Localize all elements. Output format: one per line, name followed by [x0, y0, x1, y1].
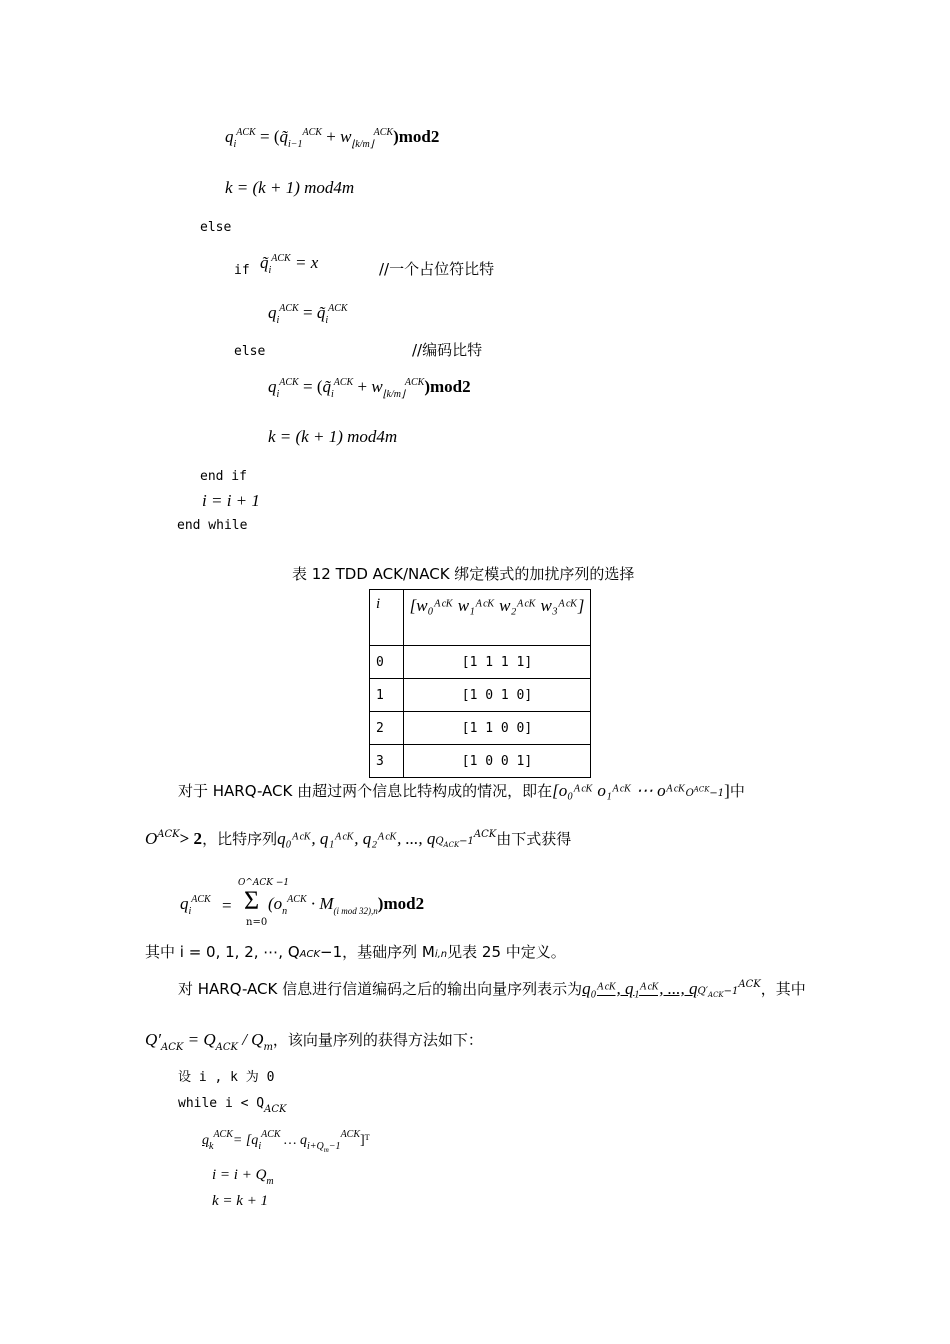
- algo-end-if: end if: [200, 469, 247, 484]
- row-value: [1 0 0 1]: [404, 745, 591, 778]
- formula-vector-assign: $q_k^{ACK}= [q_i^{ACK}$ … $q_{i+Q_m-1}^{ACK}]ᵀ$: [202, 1129, 370, 1154]
- algo-else-2: else: [234, 344, 266, 359]
- row-value: [1 1 0 0]: [404, 712, 591, 745]
- algo-else-1: else: [200, 220, 232, 235]
- algo-init: 设 i , k 为 0: [178, 1070, 275, 1085]
- table-row: [370, 712, 591, 745]
- algo-if: if: [234, 263, 250, 278]
- sum-lower-limit: n=0: [246, 917, 268, 928]
- table-caption: 表 12 TDD ACK/NACK 绑定模式的加扰序列的选择: [292, 565, 635, 583]
- paragraph-harq-ack: 对于 HARQ-ACK 由超过两个信息比特构成的情况，即在[o₀ᴬᶜᴷ o₁ᴬᶜᴷ ⋯ oᴬᶜᴷO$^{ACK}$−1]中: [178, 781, 745, 800]
- paragraph-output-vector: 对 HARQ-ACK 信息进行信道编码之后的输出向量序列表示为q₀ᴬᶜᴷ, q₁ᴬᶜᴷ, ..., $qQ'_{ACK}-1^{ACK}$，其中: [178, 979, 806, 999]
- sum-upper-limit: O^ACK −1: [238, 878, 290, 888]
- formula-k-step: k = k + 1: [212, 1193, 269, 1209]
- formula-i-step: $i = i + Q_m$: [212, 1167, 274, 1187]
- scrambling-sequence-table: [369, 589, 591, 778]
- comment-coded-bit: //编码比特: [412, 341, 483, 359]
- row-value: [1 0 1 0]: [404, 679, 591, 712]
- sigma-icon: Σ: [244, 886, 260, 915]
- row-value: [1 1 1 1]: [404, 646, 591, 679]
- formula-if-cond: $q̃_i^{ACK} = x$: [260, 253, 319, 276]
- formula-q-update-2: $q_i^{ACK}$ = $(q̃_i^{ACK} + w_{⌊k/m⌋}^{ACK})mod2$: [268, 377, 471, 400]
- table-header-row: [370, 590, 591, 646]
- paragraph-harq-ack-cont: $O^{ACK}> 2$，比特序列q₀ᴬᶜᴷ, q₁ᴬᶜᴷ, q₂ᴬᶜᴷ, ..., $qQ_{ACK}-1^{ACK}$由下式获得: [145, 829, 572, 849]
- algo-while: while $i < Q_{ACK}$: [178, 1096, 287, 1115]
- comment-placeholder-bit: //一个占位符比特: [379, 260, 495, 278]
- row-index: 3: [370, 745, 404, 778]
- row-index: 0: [370, 646, 404, 679]
- formula-q-assign: $q_i^{ACK}$ = $q̃_i^{ACK}$: [268, 303, 348, 326]
- formula-k-update-2: k = (k + 1) mod4m: [268, 427, 398, 446]
- formula-i-increment: i = i + 1: [202, 491, 260, 510]
- paragraph-q-prime: $Q'_{ACK} = Q_{ACK} / Q_m$，该向量序列的获得方法如下：: [145, 1030, 483, 1053]
- row-index: 1: [370, 679, 404, 712]
- formula-k-update-1: k = (k + 1) mod4m: [225, 178, 355, 197]
- header-w: [w₀ᴬᶜᴷ w₁ᴬᶜᴷ w₂ᴬᶜᴷ w₃ᴬᶜᴷ]: [404, 590, 591, 646]
- formula-sum-lhs: $q_i^{ACK}$: [180, 894, 211, 917]
- table-row: [370, 745, 591, 778]
- formula-sum-eq: =: [222, 896, 232, 915]
- formula-q-update-1: $q_i^{ACK}$ = $(q̃_{i-1}^{ACK} + w_{⌊k/m⌋}^{ACK})mod2$: [225, 127, 440, 150]
- paragraph-index-range: 其中 i = 0, 1, 2, ⋯, QACK−1，基础序列 Mi,n见表 25 中定义。: [145, 943, 566, 961]
- algo-end-while: end while: [177, 518, 248, 533]
- header-i: i: [370, 590, 404, 646]
- table-row: [370, 679, 591, 712]
- formula-sum-body: $(o_n^{ACK} \cdot M_{(i mod 32),n})mod2$: [268, 894, 425, 917]
- row-index: 2: [370, 712, 404, 745]
- table-row: [370, 646, 591, 679]
